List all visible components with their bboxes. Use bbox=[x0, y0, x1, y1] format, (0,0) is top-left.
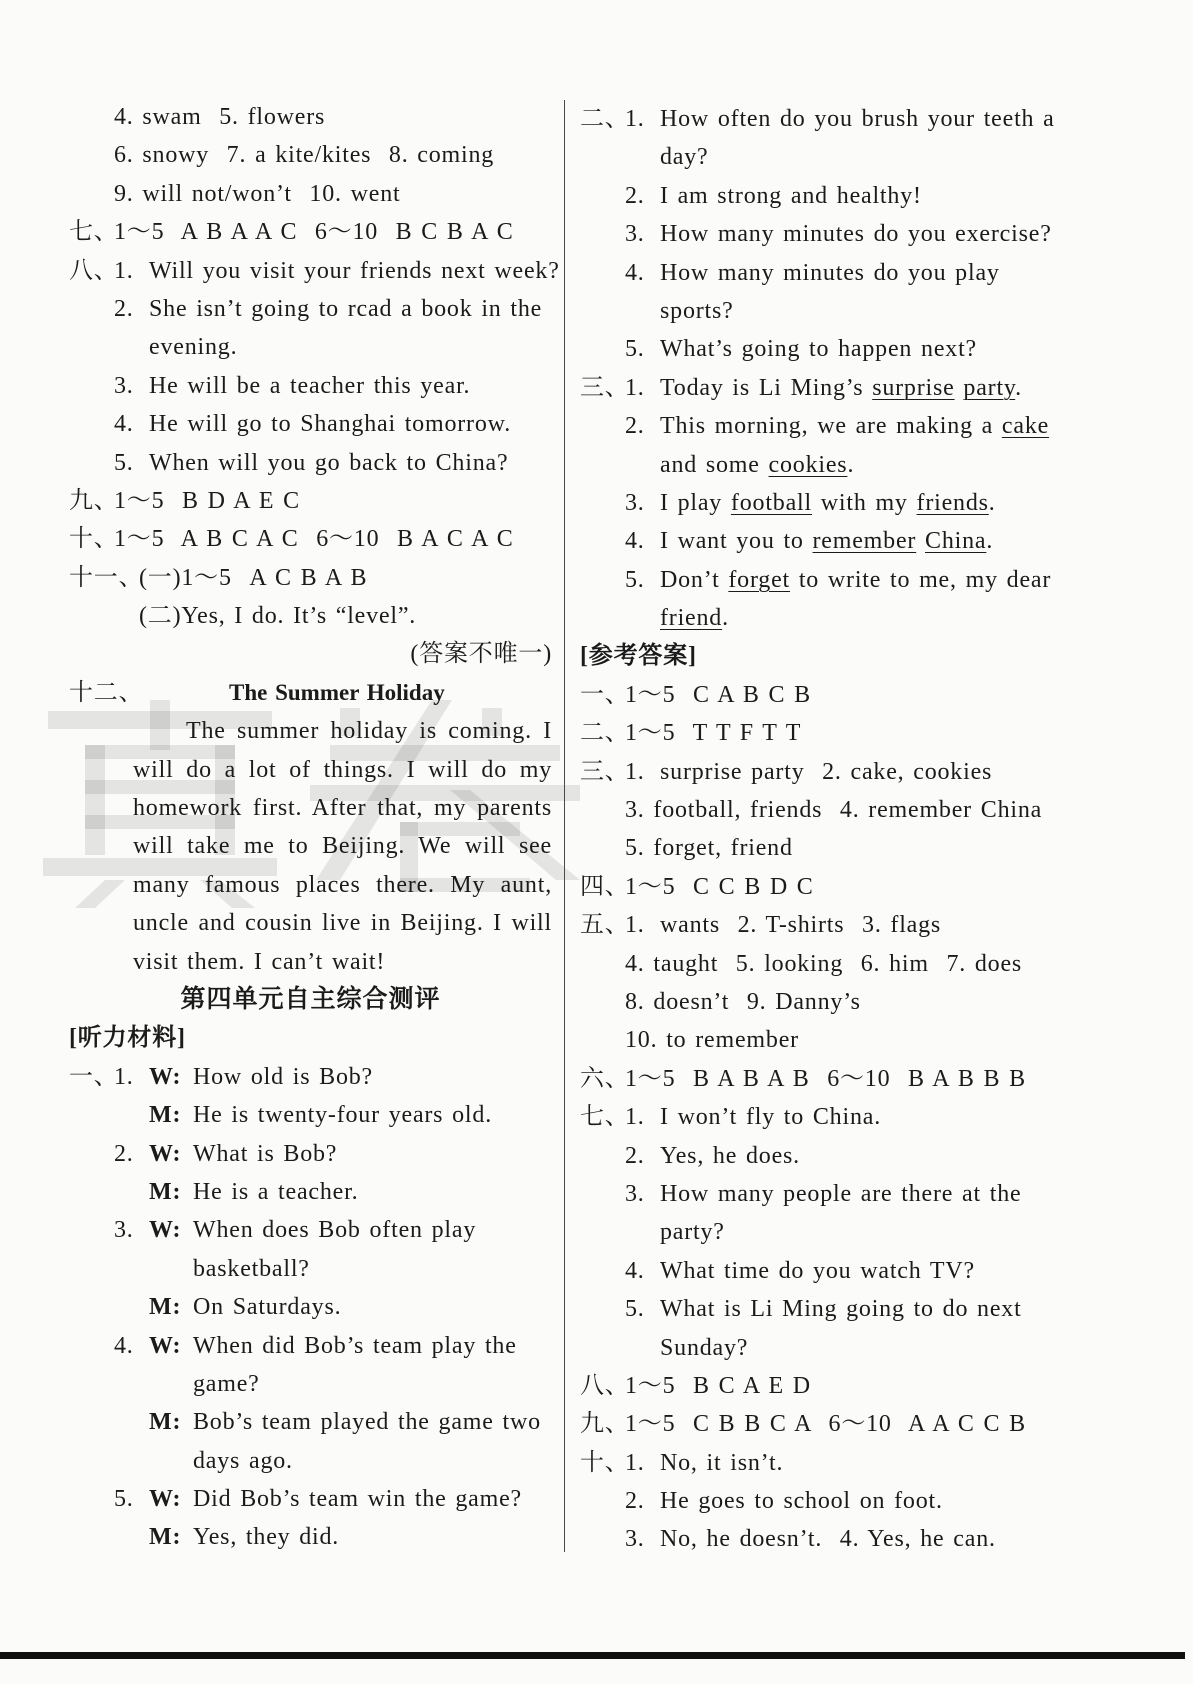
essay-title: The Summer Holiday bbox=[229, 679, 445, 705]
speaker-label: M: bbox=[149, 1294, 182, 1321]
answer-text: Today is Li Ming’s bbox=[660, 374, 873, 401]
answer-text: 1～5 B D A E C bbox=[114, 487, 300, 514]
section-label: 六、 bbox=[580, 1065, 630, 1092]
answer-text: What’s going to happen next? bbox=[660, 336, 977, 363]
dialogue-line bbox=[580, 100, 1062, 138]
dialogue-line bbox=[69, 1288, 552, 1326]
answer-text: 1～5 C B B C A 6～10 A A C C B bbox=[625, 1411, 1026, 1438]
answer-line bbox=[580, 868, 1062, 906]
answer-text: Will you visit your friends next week? bbox=[149, 257, 560, 284]
answer-line bbox=[580, 1060, 1062, 1098]
answer-text: How many people are there at the bbox=[660, 1180, 1022, 1207]
item-number: 3. bbox=[625, 1180, 645, 1207]
speaker-label: M: bbox=[149, 1409, 182, 1436]
answer-text: . bbox=[1015, 374, 1022, 401]
answer-text: Sunday? bbox=[660, 1334, 749, 1361]
item-number: 5. bbox=[625, 566, 645, 593]
item-number: 1. bbox=[625, 1104, 645, 1131]
section-label: 四、 bbox=[580, 873, 630, 900]
item-number: 4. bbox=[114, 411, 134, 438]
speaker-label: W: bbox=[149, 1140, 182, 1167]
item-number: 1. bbox=[114, 1063, 134, 1090]
dialogue-text: He is a teacher. bbox=[193, 1178, 359, 1205]
underlined-word: surprise bbox=[872, 374, 955, 401]
answer-line bbox=[580, 522, 1062, 560]
answer-line bbox=[580, 254, 1062, 292]
answer-text: 6. snowy 7. a kite/kites 8. coming bbox=[114, 142, 495, 169]
section-label: 十一、 bbox=[69, 564, 144, 591]
essay-line: will do a lot of things. I will do my bbox=[133, 756, 552, 783]
answer-text: (二)Yes, I do. It’s “level”. bbox=[139, 603, 417, 630]
answer-text: 5. forget, friend bbox=[625, 835, 793, 862]
answer-line bbox=[580, 1482, 1062, 1520]
answer-line bbox=[580, 1367, 1062, 1405]
dialogue-text: Bob’s team played the game two bbox=[193, 1409, 541, 1436]
section-label: 八、 bbox=[580, 1372, 630, 1399]
item-number: 4. bbox=[114, 1332, 134, 1359]
answer-line bbox=[580, 1098, 1062, 1136]
answer-text: I won’t fly to China. bbox=[660, 1104, 882, 1131]
answer-text: (一)1～5 A C B A B bbox=[139, 564, 368, 591]
answer-line bbox=[69, 290, 552, 328]
answer-text: What time do you watch TV? bbox=[660, 1257, 975, 1284]
underlined-word: friend bbox=[660, 605, 723, 632]
section-label: 三、 bbox=[580, 758, 630, 785]
item-number: 1. bbox=[625, 912, 645, 939]
dialogue-text: game? bbox=[193, 1370, 260, 1397]
item-number: 5. bbox=[625, 1296, 645, 1323]
item-number: 2. bbox=[114, 1140, 134, 1167]
answer-line bbox=[580, 1329, 1062, 1367]
answer-line bbox=[69, 444, 552, 482]
answer-line bbox=[69, 98, 552, 136]
answer-line bbox=[580, 1021, 1062, 1059]
speaker-label: W: bbox=[149, 1332, 182, 1359]
answer-line bbox=[580, 330, 1062, 368]
answer-text: day? bbox=[660, 144, 709, 171]
section-label: 九、 bbox=[69, 487, 119, 514]
item-number: 5. bbox=[114, 1486, 134, 1513]
answer-text: 1～5 A B A A C 6～10 B C B A C bbox=[114, 219, 514, 246]
dialogue-line bbox=[69, 1135, 552, 1173]
answer-line bbox=[580, 1175, 1062, 1213]
left-column bbox=[69, 98, 560, 1557]
answer-text: 4. taught 5. looking 6. him 7. does bbox=[625, 950, 1023, 977]
answer-text: 8. doesn’t 9. Danny’s bbox=[625, 988, 861, 1015]
answer-note bbox=[69, 635, 552, 673]
dialogue-line bbox=[69, 1365, 552, 1403]
item-number: 3. bbox=[114, 372, 134, 399]
item-number: 3. bbox=[114, 1217, 134, 1244]
dialogue-line bbox=[69, 1518, 552, 1556]
answer-text: . bbox=[847, 451, 855, 478]
answer-text: wants 2. T-shirts 3. flags bbox=[660, 912, 942, 939]
dialogue-text: basketball? bbox=[193, 1255, 310, 1282]
speaker-label: W: bbox=[149, 1063, 182, 1090]
answer-line bbox=[580, 1290, 1062, 1328]
item-number: 1. bbox=[625, 1449, 645, 1476]
section-label: 一、 bbox=[580, 681, 630, 708]
answer-text: No, it isn’t. bbox=[660, 1449, 784, 1476]
section-label: 二、 bbox=[580, 720, 630, 747]
answer-line bbox=[580, 1520, 1062, 1558]
answer-line bbox=[580, 292, 1062, 330]
answer-text: 1～5 A B C A C 6～10 B A C A C bbox=[114, 526, 514, 553]
item-number: 4. bbox=[625, 1257, 645, 1284]
answer-text: I play bbox=[660, 489, 731, 516]
answer-text: How often do you brush your teeth a bbox=[660, 106, 1055, 132]
answer-line bbox=[69, 252, 560, 290]
underlined-word: friends bbox=[916, 489, 989, 516]
dialogue-text: Yes, they did. bbox=[193, 1524, 340, 1551]
dialogue-line bbox=[69, 1250, 552, 1288]
item-number: 4. bbox=[625, 259, 645, 286]
answer-line bbox=[69, 597, 552, 635]
item-number: 2. bbox=[625, 1488, 645, 1515]
answer-line bbox=[580, 446, 1062, 484]
answer-text: I want you to bbox=[660, 528, 813, 555]
answer-line bbox=[580, 753, 1062, 791]
answer-line bbox=[69, 175, 552, 213]
answer-text bbox=[916, 528, 925, 554]
answer-text: 1～5 T T F T T bbox=[625, 720, 802, 747]
answer-text: When will you go back to China? bbox=[149, 449, 509, 476]
answer-note-text: (答案不唯一) bbox=[410, 641, 552, 668]
item-number: 1. bbox=[625, 106, 645, 132]
section-label: 十、 bbox=[580, 1449, 630, 1476]
right-column bbox=[580, 100, 1062, 1559]
answer-line bbox=[69, 213, 552, 251]
item-number: 1. bbox=[625, 758, 645, 785]
answer-line bbox=[580, 791, 1062, 829]
dialogue-text: Did Bob’s team win the game? bbox=[193, 1486, 523, 1513]
item-number: 2. bbox=[114, 295, 134, 322]
dialogue-text: days ago. bbox=[193, 1447, 293, 1474]
answer-line bbox=[69, 367, 552, 405]
answer-line bbox=[69, 674, 552, 712]
answer-line bbox=[580, 983, 1062, 1021]
answer-text: No, he doesn’t. 4. Yes, he can. bbox=[660, 1526, 996, 1553]
underlined-word: party bbox=[963, 374, 1016, 401]
answer-text: 10. to remember bbox=[625, 1027, 799, 1054]
item-number: 3. bbox=[625, 1526, 645, 1553]
answer-text: He will go to Shanghai tomorrow. bbox=[149, 411, 512, 438]
dialogue-text: When did Bob’s team play the bbox=[193, 1332, 517, 1359]
essay-line: homework first. After that, my parents bbox=[133, 795, 552, 822]
answer-line bbox=[580, 829, 1062, 867]
answer-line bbox=[580, 215, 1062, 253]
dialogue-line bbox=[69, 1173, 552, 1211]
section-label: 五、 bbox=[580, 912, 630, 939]
section-heading: [听力材料] bbox=[69, 1025, 186, 1052]
dialogue-line bbox=[69, 1480, 552, 1518]
dialogue-line bbox=[69, 1327, 552, 1365]
unit-heading: 第四单元自主综合测评 bbox=[180, 985, 441, 1013]
answer-text: I am strong and healthy! bbox=[660, 182, 922, 209]
answer-text: What is Li Ming going to do next bbox=[660, 1296, 1022, 1323]
answer-line bbox=[580, 676, 1062, 714]
item-number: 2. bbox=[625, 413, 645, 440]
speaker-label: W: bbox=[149, 1217, 182, 1244]
answer-text: 3. football, friends 4. remember China bbox=[625, 797, 1043, 824]
answer-text: 4. swam 5. flowers bbox=[114, 104, 326, 130]
answer-text: evening. bbox=[149, 334, 238, 361]
answer-text: Yes, he does. bbox=[660, 1142, 800, 1169]
dialogue-text: On Saturdays. bbox=[193, 1294, 342, 1321]
item-number: 3. bbox=[625, 489, 645, 516]
item-number: 1. bbox=[625, 374, 645, 401]
answer-line bbox=[580, 1444, 1062, 1482]
column-divider bbox=[564, 100, 565, 1552]
answer-line bbox=[69, 328, 552, 366]
section-label: 七、 bbox=[580, 1104, 630, 1131]
speaker-label: M: bbox=[149, 1102, 182, 1129]
answer-line bbox=[580, 1137, 1062, 1175]
answer-line bbox=[580, 599, 1062, 637]
section-label: 三、 bbox=[580, 374, 630, 401]
answer-text: He goes to school on foot. bbox=[660, 1488, 943, 1515]
answer-text: This morning, we are making a bbox=[660, 413, 1002, 440]
section-label: 二、 bbox=[580, 106, 630, 132]
essay-line: will take me to Beijing. We will see bbox=[133, 833, 552, 860]
item-number: 2. bbox=[625, 1142, 645, 1169]
underlined-word: cake bbox=[1001, 413, 1050, 440]
answer-text: How many minutes do you play bbox=[660, 259, 1000, 286]
section-heading: [参考答案] bbox=[580, 643, 697, 670]
answer-line bbox=[580, 906, 1062, 944]
dialogue-line bbox=[69, 1403, 552, 1441]
answer-line bbox=[69, 559, 552, 597]
answer-line bbox=[69, 405, 552, 443]
item-number: 2. bbox=[625, 182, 645, 209]
dialogue-line bbox=[69, 1211, 552, 1249]
essay-line: many famous places there. My aunt, bbox=[133, 871, 552, 898]
dialogue-line bbox=[69, 1096, 552, 1134]
answer-line bbox=[69, 482, 552, 520]
section-label: 九、 bbox=[580, 1411, 630, 1438]
answer-text: 1～5 B C A E D bbox=[625, 1372, 811, 1399]
underlined-word: cookies bbox=[768, 451, 848, 478]
answer-line bbox=[69, 136, 552, 174]
dialogue-line bbox=[69, 1442, 552, 1480]
speaker-label: M: bbox=[149, 1178, 182, 1205]
item-number: 3. bbox=[625, 221, 645, 248]
page-bottom-rule bbox=[0, 1652, 1185, 1659]
item-number: 1. bbox=[114, 257, 134, 284]
answer-text: party? bbox=[660, 1219, 725, 1246]
answer-text: . bbox=[986, 528, 994, 555]
answer-line bbox=[580, 1405, 1062, 1443]
answer-line bbox=[69, 520, 552, 558]
answer-text: 1～5 B A B A B 6～10 B A B B B bbox=[625, 1065, 1026, 1092]
essay-line: uncle and cousin live in Beijing. I will bbox=[133, 910, 552, 937]
answer-text: Don’t bbox=[660, 566, 729, 593]
section-label: 十二、 bbox=[69, 679, 144, 706]
underlined-word: football bbox=[730, 489, 812, 516]
answer-line bbox=[580, 484, 1062, 522]
answer-text: 9. will not/won’t 10. went bbox=[114, 180, 401, 207]
answer-line bbox=[580, 138, 1062, 176]
answer-text: and some bbox=[660, 451, 769, 478]
answer-text: . bbox=[722, 605, 729, 632]
answer-line bbox=[580, 407, 1062, 445]
answer-line bbox=[580, 945, 1062, 983]
answer-text: She isn’t going to rcad a book in the bbox=[149, 295, 543, 322]
underlined-word: China bbox=[925, 528, 987, 555]
answer-text: sports? bbox=[660, 297, 734, 324]
dialogue-text: He is twenty-four years old. bbox=[193, 1102, 492, 1129]
answer-text: surprise party 2. cake, cookies bbox=[660, 758, 993, 785]
answer-text: 1～5 C A B C B bbox=[625, 681, 811, 708]
essay-line: The summer holiday is coming. I bbox=[186, 718, 552, 745]
speaker-label: W: bbox=[149, 1486, 182, 1513]
dialogue-text: How old is Bob? bbox=[193, 1063, 373, 1090]
answer-line bbox=[580, 561, 1062, 599]
answer-line bbox=[580, 177, 1062, 215]
answer-text: . bbox=[988, 489, 996, 516]
section-label: 十、 bbox=[69, 526, 119, 553]
section-label: 七、 bbox=[69, 219, 119, 246]
answer-text: to write to me, my dear bbox=[790, 566, 1052, 593]
underlined-word: forget bbox=[728, 566, 791, 593]
essay-line: visit them. I can’t wait! bbox=[133, 948, 386, 975]
item-number: 5. bbox=[625, 336, 645, 363]
answer-text: He will be a teacher this year. bbox=[149, 372, 471, 399]
section-label: 一、 bbox=[69, 1063, 119, 1090]
item-number: 4. bbox=[625, 528, 645, 555]
answer-line bbox=[580, 369, 1062, 407]
answer-text: with my bbox=[811, 489, 917, 516]
item-number: 5. bbox=[114, 449, 134, 476]
dialogue-text: When does Bob often play bbox=[193, 1217, 477, 1244]
answer-line bbox=[580, 714, 1062, 752]
dialogue-line bbox=[69, 1058, 552, 1096]
answer-line bbox=[580, 1252, 1062, 1290]
section-label: 八、 bbox=[69, 257, 119, 284]
underlined-word: remember bbox=[812, 528, 917, 555]
speaker-label: M: bbox=[149, 1524, 182, 1551]
answer-line bbox=[580, 1213, 1062, 1251]
answer-text: 1～5 C C B D C bbox=[625, 873, 814, 900]
answer-text: How many minutes do you exercise? bbox=[660, 221, 1052, 248]
dialogue-text: What is Bob? bbox=[193, 1140, 338, 1167]
